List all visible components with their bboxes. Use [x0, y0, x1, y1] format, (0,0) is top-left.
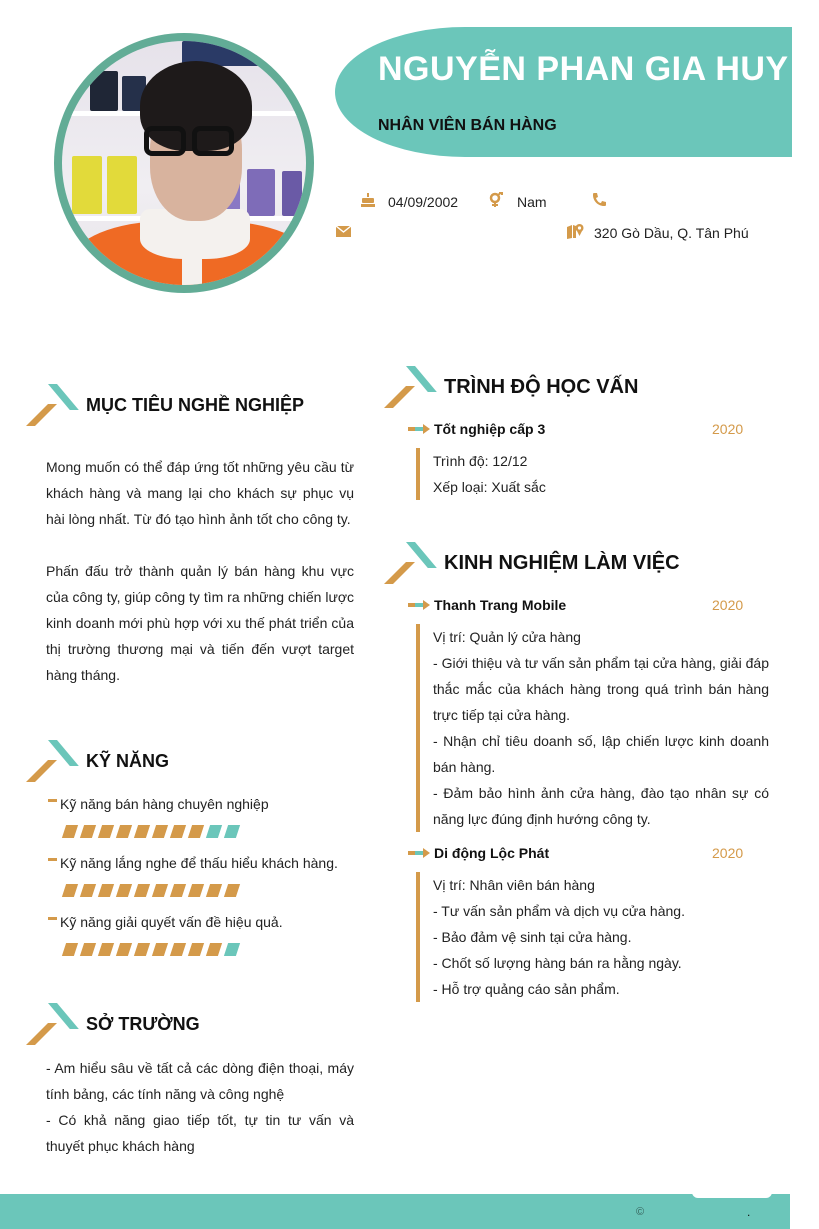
address-field: [567, 223, 749, 242]
footer-bar: [0, 1194, 790, 1229]
timeline-line: [416, 448, 420, 500]
profile-photo: [62, 41, 306, 285]
education-entry-title: Tốt nghiệp cấp 3: [408, 421, 545, 437]
cake-icon: [360, 192, 376, 211]
education-year: 2020: [712, 421, 744, 437]
experience-year: 2020: [712, 597, 744, 613]
experience-year: 2020: [712, 845, 744, 861]
arrow-icon: [408, 601, 430, 609]
phone-field: [592, 192, 617, 210]
chevron-icon: [404, 542, 430, 584]
arrow-icon: [408, 425, 430, 433]
chevron-icon: [46, 1003, 72, 1045]
arrow-icon: [408, 849, 430, 857]
email-field: [336, 224, 361, 240]
section-title: TRÌNH ĐỘ HỌC VẤN: [444, 375, 639, 398]
map-pin-icon: [567, 223, 584, 242]
section-education: [404, 366, 638, 408]
objective-paragraph-1: Mong muốn có thể đáp ứng tốt những yêu cầu từ khách hàng và mang lại cho khách sự phục vụ hài lòng nhất. Từ đó tạo hình ảnh tốt cho công ty.: [46, 459, 354, 527]
section-title: KỸ NĂNG: [86, 750, 170, 771]
skill-rating-bar: [64, 884, 238, 897]
skill-item: [48, 914, 283, 930]
footer-tab: [692, 1188, 772, 1198]
experience-details: Vị trí: Quản lý cửa hàng - Giới thiệu và tư vấn sản phẩm tại cửa hàng, giải đáp thắc mắc của khách hàng trong quá trình bán hàng trực tiếp tại cửa hàng. - Nhận chỉ tiêu doanh số, lập chiến lược kinh doanh bán hàng. - Đảm bảo hình ảnh cửa hàng, đào tạo nhân sự có năng lực đúng định hướng công ty.: [433, 629, 769, 827]
dash-icon: [48, 858, 57, 861]
candidate-name: NGUYỄN PHAN GIA HUY: [378, 50, 789, 88]
chevron-icon: [46, 384, 72, 426]
skill-item: [48, 796, 269, 812]
strengths-list: [46, 1055, 354, 1159]
skill-label: Kỹ năng lắng nghe để thấu hiểu khách hàng.: [60, 855, 338, 871]
objective-paragraph-2: Phấn đấu trở thành quản lý bán hàng khu vực của công ty, giúp công ty tìm ra những chiến lược kinh doanh mới phù hợp với xu thế phát triển của thị trường thương mại và tiến đến vượt target hàng tháng.: [46, 563, 354, 683]
section-experience: [404, 542, 680, 584]
gender-field: [489, 192, 547, 211]
strength-item: - Có khả năng giao tiếp tốt, tự tin tư vấn và thuyết phục khách hàng: [46, 1112, 354, 1154]
section-title: SỞ TRƯỜNG: [86, 1013, 200, 1034]
strength-item: - Am hiểu sâu về tất cả các dòng điện thoại, máy tính bảng, các tính năng và công nghệ: [46, 1060, 354, 1102]
address-value: 320 Gò Dầu, Q. Tân Phú: [594, 224, 749, 241]
dash-icon: [48, 917, 57, 920]
education-details: Trình độ: 12/12 Xếp loại: Xuất sắc: [433, 453, 546, 495]
timeline-line: [416, 624, 420, 832]
birthday-field: [360, 192, 458, 211]
section-skills: [46, 740, 169, 782]
section-title: MỤC TIÊU NGHỀ NGHIỆP: [86, 394, 305, 415]
experience-entry-title: Di động Lộc Phát: [408, 845, 549, 861]
skill-label: Kỹ năng bán hàng chuyên nghiệp: [60, 796, 269, 812]
chevron-icon: [404, 366, 430, 408]
birthday-value: 04/09/2002: [388, 193, 459, 210]
experience-entry-title: Thanh Trang Mobile: [408, 597, 566, 613]
section-title: KINH NGHIỆM LÀM VIỆC: [444, 551, 680, 574]
avatar: [54, 33, 314, 293]
experience-details: Vị trí: Nhân viên bán hàng - Tư vấn sản phẩm và dịch vụ cửa hàng. - Bảo đảm vệ sinh tại cửa hàng. - Chốt số lượng hàng bán ra hằng ngày. - Hỗ trợ quảng cáo sản phẩm.: [433, 877, 685, 997]
timeline-line: [416, 872, 420, 1002]
phone-icon: [592, 192, 607, 210]
skill-rating-bar: [64, 825, 238, 838]
skill-item: [48, 855, 338, 871]
skill-rating-bar: [64, 943, 238, 956]
section-strengths: [46, 1003, 200, 1045]
gender-icon: [489, 192, 503, 211]
dash-icon: [48, 799, 57, 802]
gender-value: Nam: [517, 193, 547, 210]
footer-dot: .: [747, 1205, 751, 1219]
skill-label: Kỹ năng giải quyết vấn đề hiệu quả.: [60, 914, 283, 930]
job-title: NHÂN VIÊN BÁN HÀNG: [378, 117, 557, 134]
header-banner: [335, 27, 792, 157]
section-career-objective: [46, 384, 304, 426]
chevron-icon: [46, 740, 72, 782]
copyright-symbol: ©: [636, 1206, 645, 1218]
envelope-icon: [336, 224, 351, 240]
